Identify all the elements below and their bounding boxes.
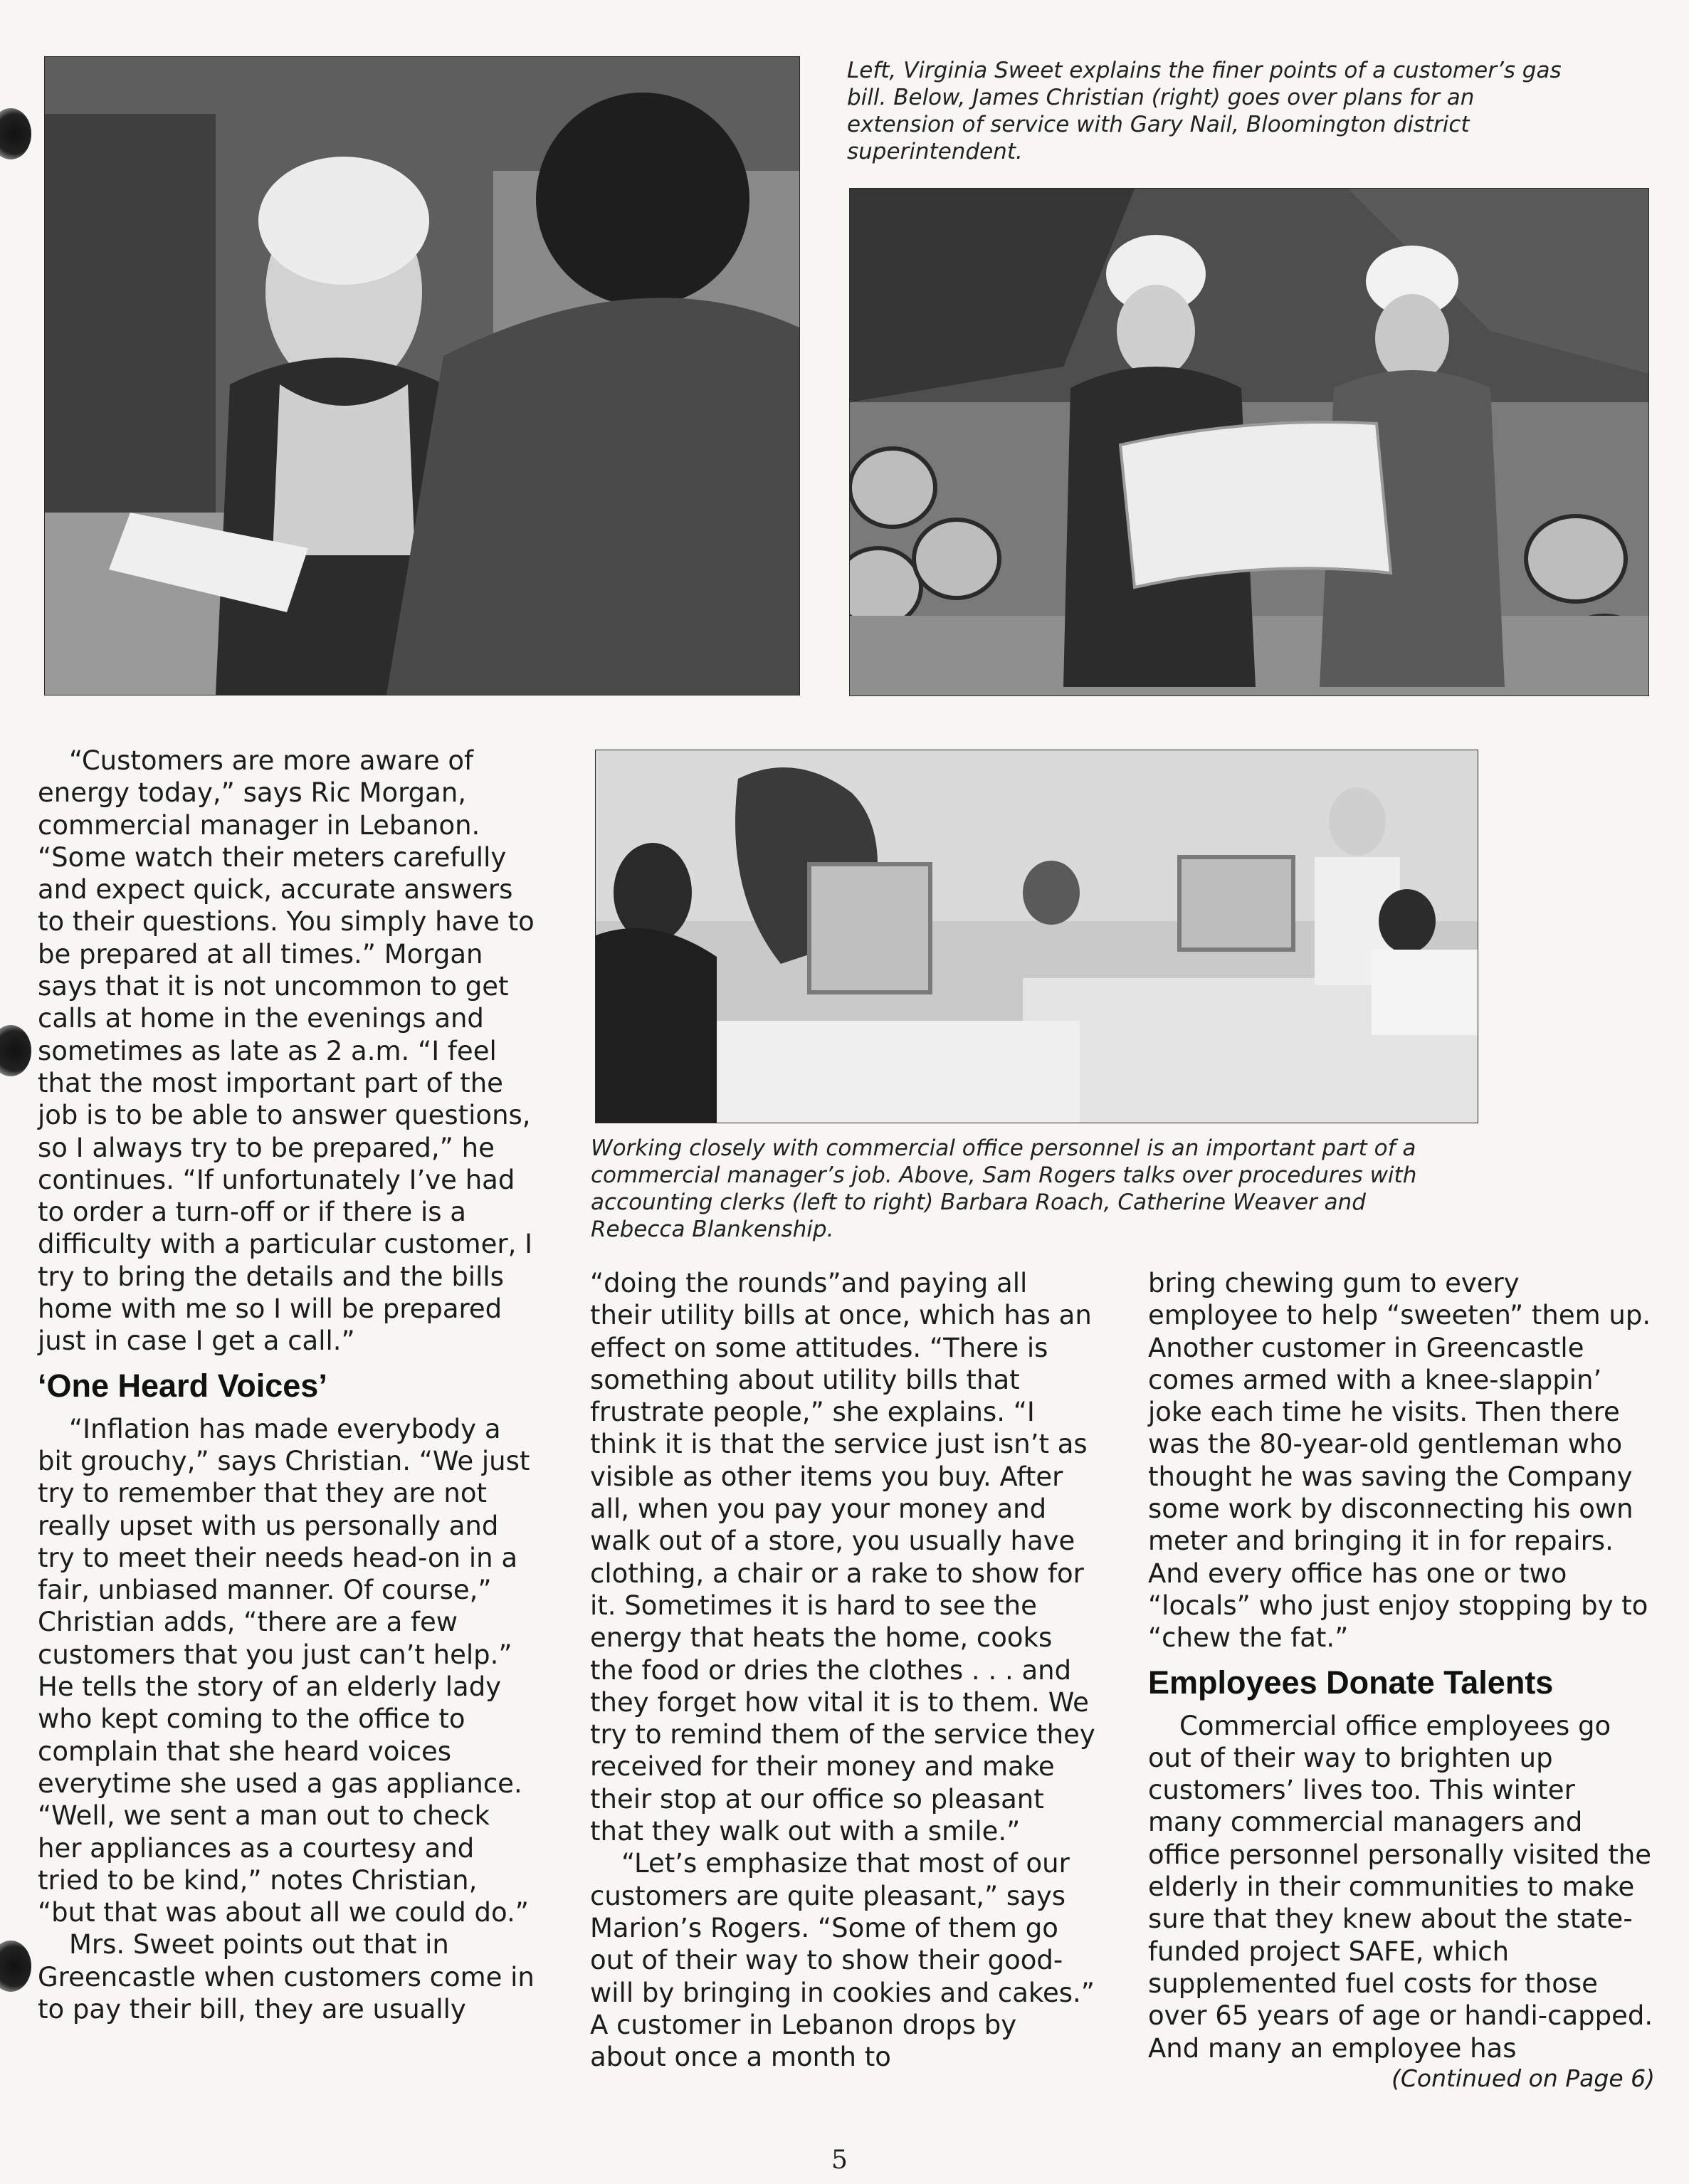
caption-top: Left, Virginia Sweet explains the finer points of a customer’s gas bill. Below, James Christian (right) goes over plans for an extension of service with Gary Nail, Bloomington district superintendent. xyxy=(847,58,1562,164)
article-column-3 xyxy=(1148,1267,1655,2093)
caption-middle: Working closely with commercial office personnel is an important part of a commercial manager’s job. Above, Sam Rogers talks over procedures with accounting clerks (left to right) Barbara Roach, Catherine Weaver and Rebecca Blankenship. xyxy=(591,1135,1417,1242)
column1-paragraph-1: “Customers are more aware of energy today,” says Ric Morgan, commercial manager in Lebanon. “Some watch their meters carefully and expect quick, accurate answers to their questions. You simply have to be prepared at all times.” Morgan says that it is not uncommon to get calls at home in the evenings and sometimes as late as 2 a.m. “I feel that the most important part of the job is to be able to answer questions, so I always try to be prepared,” he continues. “If unfortunately I’ve had to order a turn-off or if there is a difficulty with a particular customer, I try to bring the details and the bills home with me so I will be prepared just in case I get a call.” xyxy=(38,745,535,1357)
article-column-2 xyxy=(590,1267,1095,2073)
photo-virginia-sweet xyxy=(44,56,800,695)
column1-paragraph-2: “Inflation has made everybody a bit grouchy,” says Christian. “We just try to remember that they are not really upset with us personally and try to meet their needs head-on in a fair, unbiased manner. Of course,” Christian adds, “there are a few customers that you just can’t help.” He tells the story of an elderly lady who kept coming to the office to complain that she heard voices everytime she used a gas appliance. “Well, we sent a man out to check her appliances as a courtesy and tried to be kind,” notes Christian, “but that was about all we could do.” xyxy=(38,1413,530,1928)
column2-paragraph-1: “doing the rounds”and paying all their utility bills at once, which has an effect on some attitudes. “There is something about utility bills that frustrate people,” she explains. “I think it is that the service just isn’t as visible as other items you buy. After all, when you pay your money and walk out of a store, you usually have clothing, a chair or a rake to show for it. Sometimes it is hard to see the energy that heats the home, cooks the food or dries the clothes . . . and they forget how vital it is to them. We try to remind them of the service they received for their money and make their stop at our office so pleasant that they walk out with a smile.” xyxy=(590,1268,1095,1847)
heading-one-heard-voices: ‘One Heard Voices’ xyxy=(38,1367,327,1404)
photo-plans-review xyxy=(849,188,1649,696)
binder-hole-top xyxy=(0,108,31,159)
column3-paragraph-2: Commercial office employees go out of their way to brighten up customers’ lives too. This winter many commercial managers and office personnel personally visited the elderly in their communities to make sure that they knew about the state-funded project SAFE, which supplemented fuel costs for those over 65 years of age or handi-capped. And many an employee has xyxy=(1148,1710,1653,2064)
article-column-1 xyxy=(38,745,536,2025)
continued-notice: (Continued on Page 6) xyxy=(1391,2064,1655,2092)
photo-office-clerks xyxy=(595,750,1478,1123)
column3-paragraph-1: bring chewing gum to every employee to help “sweeten” them up. Another customer in Greencastle comes armed with a knee-slappin’ joke each time he visits. Then there was the 80-year-old gentleman who thought he was saving the Company some work by disconnecting his own meter and bringing it in for repairs. And every office has one or two “locals” who just enjoy stopping by to “chew the fat.” xyxy=(1148,1268,1651,1654)
column2-paragraph-2: “Let’s emphasize that most of our customers are quite pleasant,” says Marion’s Rogers. “Some of them go out of their way to show their good-will by bringing in cookies and cakes.” A customer in Lebanon drops by about once a month to xyxy=(590,1848,1095,2073)
page-number: 5 xyxy=(831,2146,848,2175)
photo-plans-review-image xyxy=(850,189,1648,695)
binder-hole-middle xyxy=(0,1025,31,1076)
photo-office-clerks-image xyxy=(596,750,1478,1123)
photo-virginia-sweet-image xyxy=(45,57,799,695)
heading-employees-donate-talents: Employees Donate Talents xyxy=(1148,1664,1554,1701)
column1-paragraph-3: Mrs. Sweet points out that in Greencastle when customers come in to pay their bill, they are usually xyxy=(38,1929,535,2025)
binder-hole-bottom xyxy=(0,1941,31,1992)
